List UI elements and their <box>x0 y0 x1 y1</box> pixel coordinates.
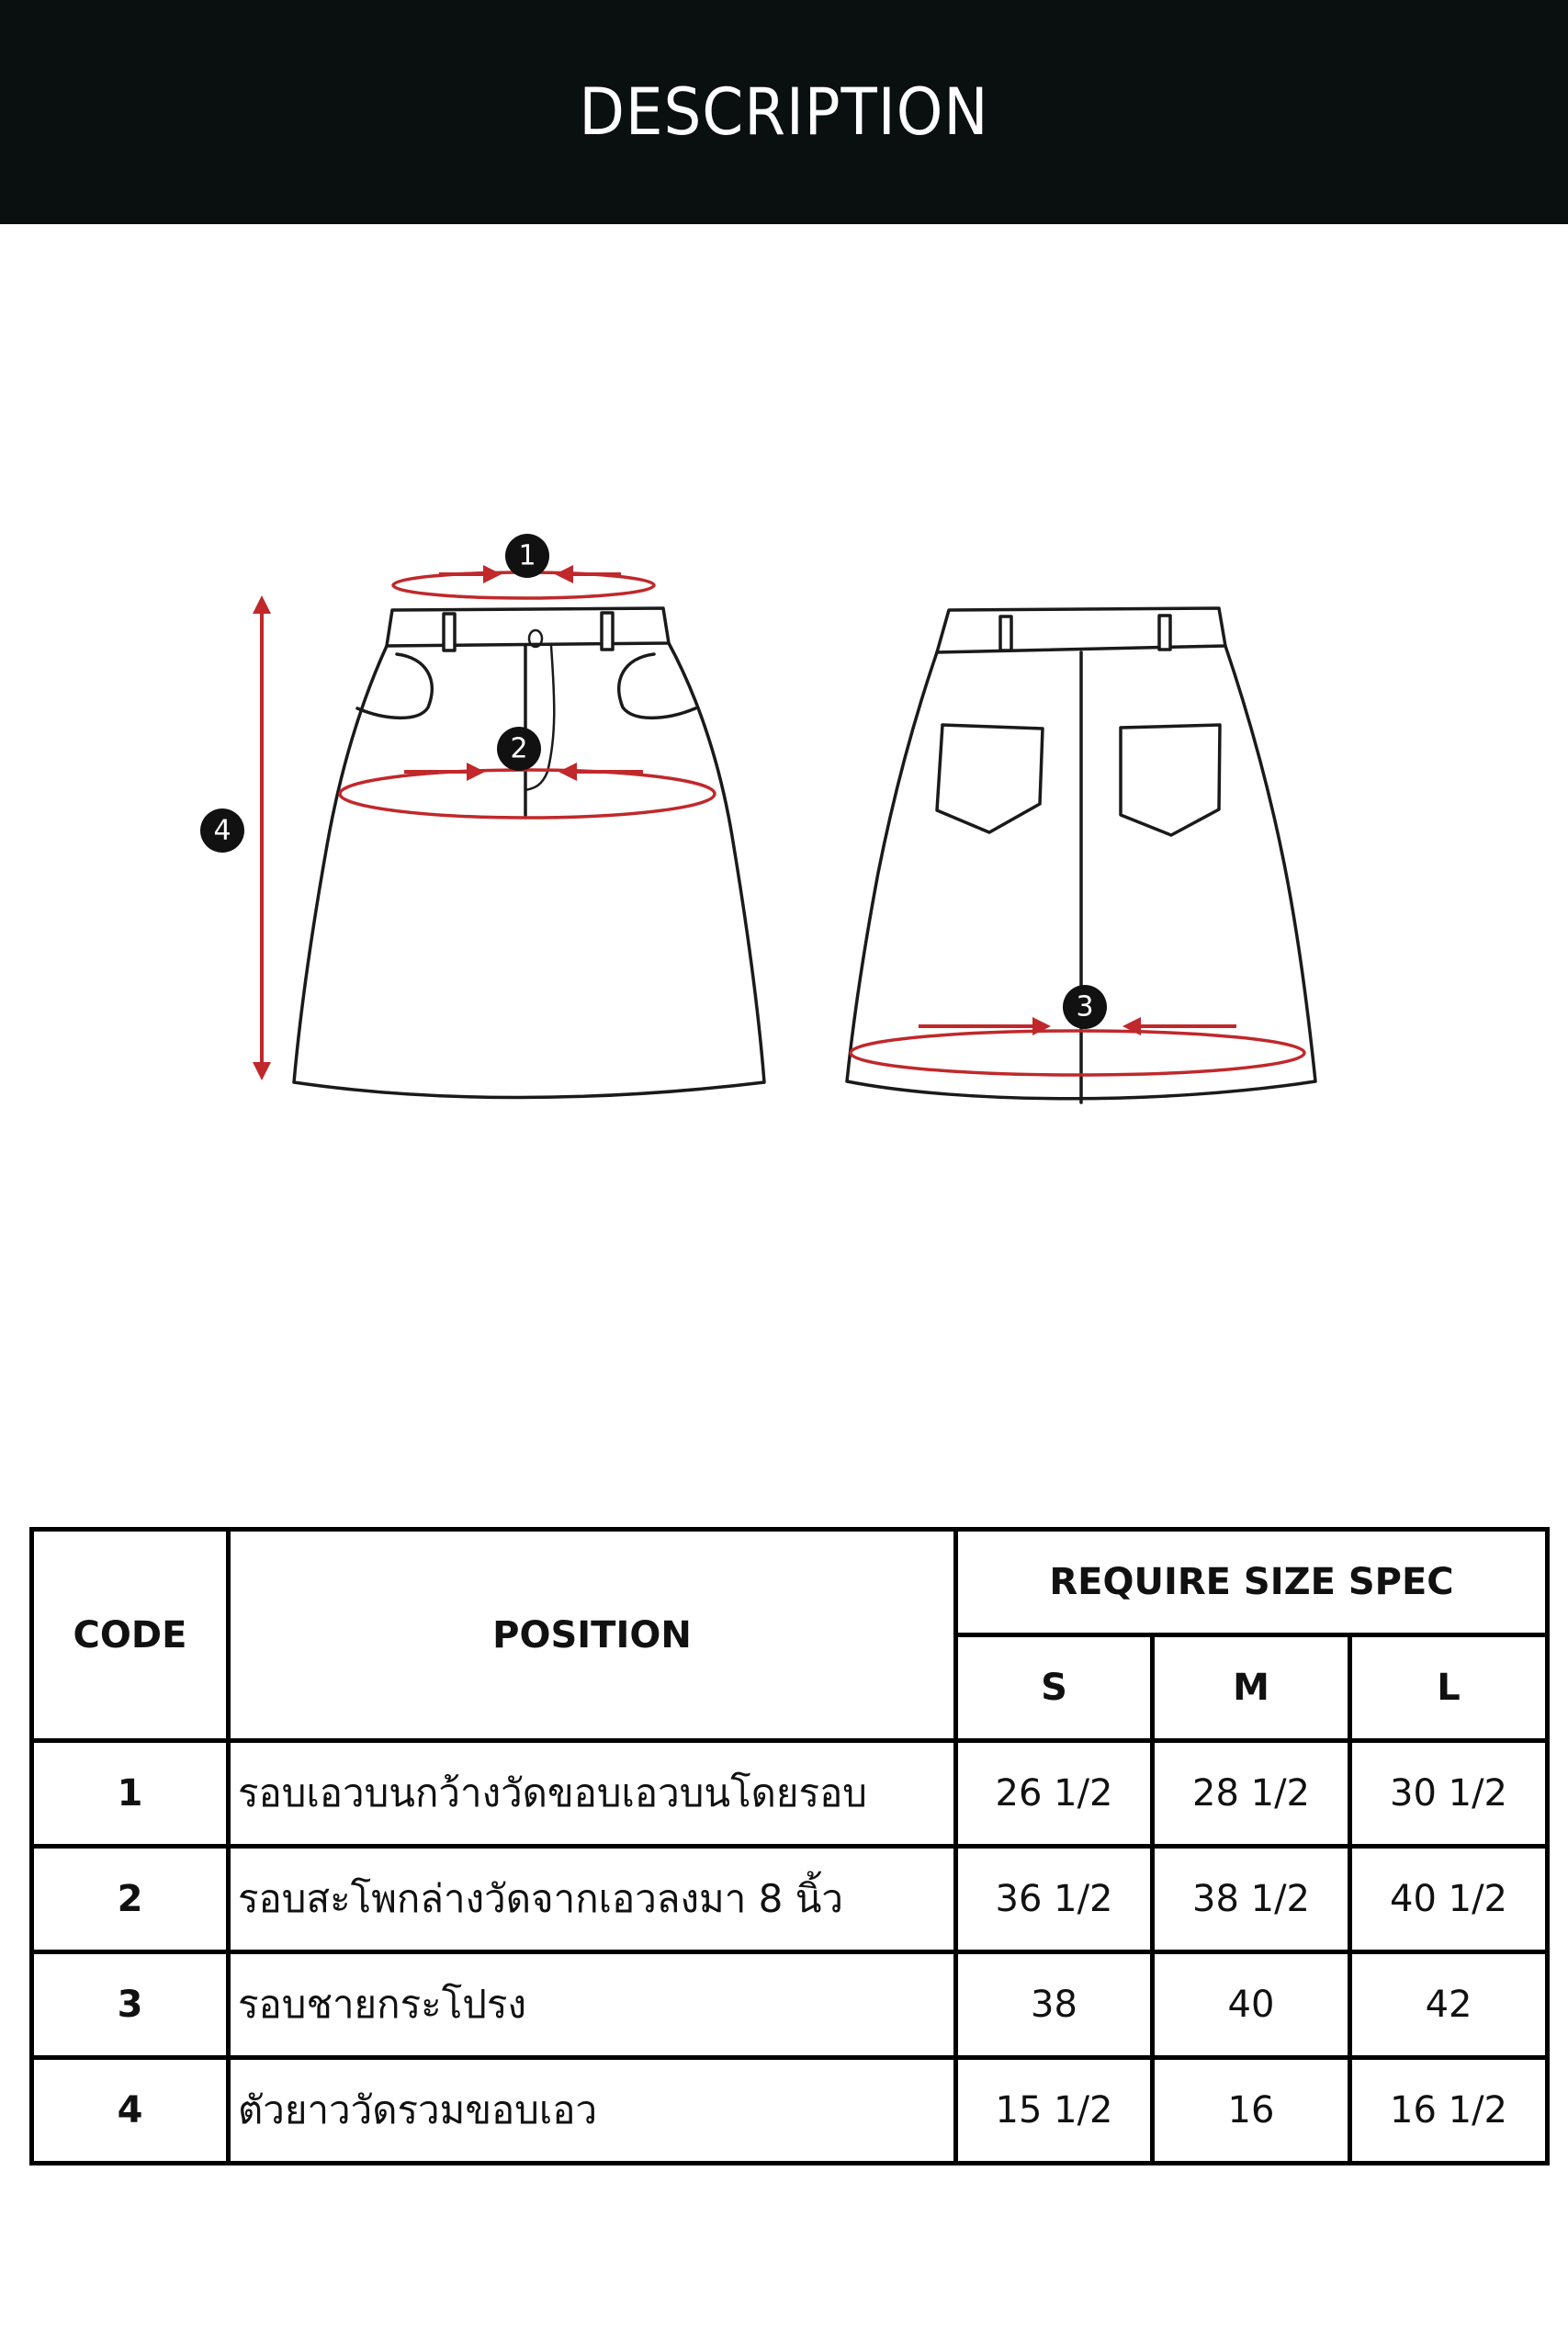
size-spec-table <box>29 1527 1550 2165</box>
row-code: 3 <box>32 1952 229 2058</box>
hip-measure-ellipse <box>340 770 715 818</box>
row-position: รอบเอวบนกว้างวัดขอบเอวบนโดยรอบ <box>229 1741 956 1847</box>
header-size-l: L <box>1350 1635 1548 1741</box>
page-title: DESCRIPTION <box>579 74 989 150</box>
header-position: POSITION <box>229 1530 956 1741</box>
row-code: 1 <box>32 1741 229 1847</box>
table-row <box>32 2058 1548 2164</box>
row-size-m: 38 1/2 <box>1153 1847 1350 1952</box>
marker-1 <box>505 534 549 578</box>
row-position: รอบชายกระโปรง <box>229 1952 956 2058</box>
row-position: ตัวยาววัดรวมขอบเอว <box>229 2058 956 2164</box>
row-code: 4 <box>32 2058 229 2164</box>
row-size-l: 40 1/2 <box>1350 1847 1548 1952</box>
row-size-s: 38 <box>956 1952 1153 2058</box>
row-size-l: 42 <box>1350 1952 1548 2058</box>
header-require-size-spec: REQUIRE SIZE SPEC <box>956 1530 1548 1635</box>
marker-4 <box>200 808 244 853</box>
svg-text:3: 3 <box>1076 990 1094 1023</box>
marker-3 <box>1063 985 1107 1029</box>
header-code: CODE <box>32 1530 229 1741</box>
row-size-l: 16 1/2 <box>1350 2058 1548 2164</box>
row-size-m: 28 1/2 <box>1153 1741 1350 1847</box>
header-size-m: M <box>1153 1635 1350 1741</box>
row-position: รอบสะโพกล่างวัดจากเอวลงมา 8 นิ้ว <box>229 1847 956 1952</box>
row-code: 2 <box>32 1847 229 1952</box>
row-size-m: 16 <box>1153 2058 1350 2164</box>
row-size-s: 26 1/2 <box>956 1741 1153 1847</box>
header-size-s: S <box>956 1635 1153 1741</box>
row-size-s: 15 1/2 <box>956 2058 1153 2164</box>
svg-text:4: 4 <box>213 814 231 847</box>
row-size-l: 30 1/2 <box>1350 1741 1548 1847</box>
svg-text:2: 2 <box>510 732 528 765</box>
table-row <box>32 1741 1548 1847</box>
table-row <box>32 1952 1548 2058</box>
header-bar <box>0 0 1568 224</box>
svg-text:1: 1 <box>518 539 536 572</box>
skirt-front-drawing <box>294 608 764 1098</box>
skirt-diagram-svg <box>0 224 1568 1529</box>
table-row <box>32 1847 1548 1952</box>
hem-measure-ellipse <box>851 1031 1304 1075</box>
marker-2 <box>497 727 541 771</box>
row-size-m: 40 <box>1153 1952 1350 2058</box>
measurement-diagram <box>0 224 1568 1529</box>
row-size-s: 36 1/2 <box>956 1847 1153 1952</box>
